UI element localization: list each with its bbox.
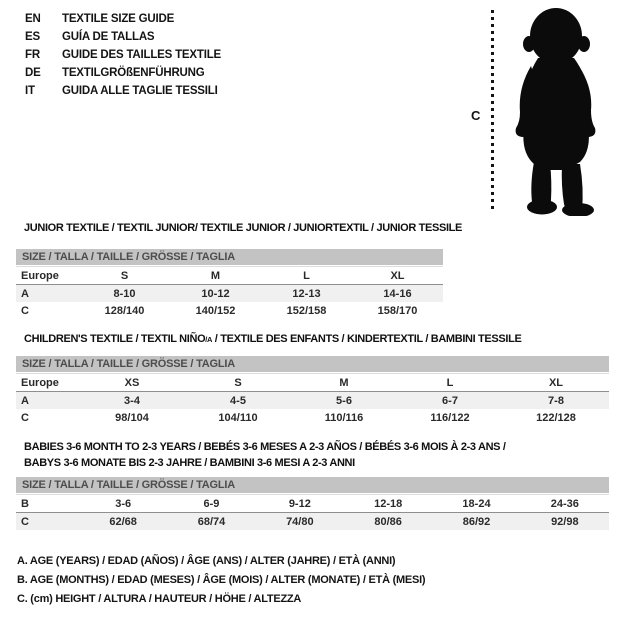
size-cell: 12-18 bbox=[374, 497, 403, 510]
size-cell: 104/110 bbox=[218, 411, 258, 424]
table-size-header: SIZE / TALLA / TAILLE / GRÖSSE / TAGLIA bbox=[16, 356, 609, 372]
row-label: B bbox=[21, 497, 29, 510]
language-code: IT bbox=[25, 85, 35, 97]
title-text: CHILDREN'S TEXTILE / TEXTIL NIÑO bbox=[24, 333, 206, 345]
table-row bbox=[16, 409, 609, 426]
row-label: A bbox=[21, 394, 29, 407]
language-label: GUÍA DE TALLAS bbox=[62, 31, 155, 43]
size-cell: 152/158 bbox=[286, 304, 327, 317]
row-label: Europe bbox=[21, 376, 59, 389]
height-measure-label: C bbox=[471, 108, 481, 123]
language-list bbox=[25, 10, 221, 100]
size-cell: 92/98 bbox=[551, 515, 579, 528]
size-cell: 86/92 bbox=[462, 515, 491, 528]
table-row bbox=[16, 302, 443, 319]
size-table-babies bbox=[16, 477, 609, 530]
table-title-children bbox=[24, 333, 521, 345]
language-item bbox=[25, 10, 221, 28]
size-cell: XL bbox=[390, 269, 405, 282]
size-cell: 6-7 bbox=[442, 394, 458, 407]
size-cell: 140/152 bbox=[195, 304, 236, 317]
language-item bbox=[25, 28, 221, 46]
table-row bbox=[16, 513, 609, 530]
size-cell: 7-8 bbox=[548, 394, 564, 407]
table-body bbox=[16, 494, 609, 530]
table-body bbox=[16, 373, 609, 426]
size-cell: S bbox=[234, 376, 242, 389]
size-cell: 80/86 bbox=[374, 515, 402, 528]
size-cell: 24-36 bbox=[550, 497, 579, 510]
table-row bbox=[16, 285, 443, 302]
footnotes bbox=[17, 552, 425, 609]
title-line: BABYS 3-6 MONATE BIS 2-3 JAHRE / BAMBINI 3-6 MESI A 2-3 ANNI bbox=[24, 456, 355, 469]
language-code: ES bbox=[25, 31, 40, 43]
size-cell: 4-5 bbox=[230, 394, 246, 407]
language-item bbox=[25, 64, 221, 82]
table-row bbox=[16, 392, 609, 409]
language-code: DE bbox=[25, 67, 41, 79]
title-text: / TEXTILE DES ENFANTS / KINDERTEXTIL / BAMBINI TESSILE bbox=[212, 333, 522, 345]
size-cell: 158/170 bbox=[377, 304, 418, 317]
size-cell: 12-13 bbox=[292, 287, 321, 300]
language-item bbox=[25, 82, 221, 100]
title-line: BABIES 3-6 MONTH TO 2-3 YEARS / BEBÉS 3-6 MESES A 2-3 AÑOS / BÉBÉS 3-6 MOIS À 2-3 ANS / bbox=[24, 441, 506, 453]
size-cell: 122/128 bbox=[536, 411, 576, 424]
table-row bbox=[16, 373, 609, 392]
size-cell: XS bbox=[124, 376, 140, 389]
size-cell: 3-4 bbox=[124, 394, 140, 407]
size-cell: L bbox=[446, 376, 454, 389]
row-label: A bbox=[21, 287, 29, 300]
size-cell: 5-6 bbox=[336, 394, 352, 407]
row-label: C bbox=[21, 304, 29, 317]
size-cell: M bbox=[339, 376, 349, 389]
row-label: Europe bbox=[21, 269, 59, 282]
language-code: EN bbox=[25, 13, 41, 25]
language-label: TEXTILGRÖßENFÜHRUNG bbox=[62, 67, 205, 79]
title-subscript: /A bbox=[205, 335, 213, 344]
size-cell: 74/80 bbox=[286, 515, 314, 528]
size-cell: 68/74 bbox=[197, 515, 226, 528]
size-cell: 18-24 bbox=[462, 497, 491, 510]
table-title-junior: JUNIOR TEXTILE / TEXTIL JUNIOR/ TEXTILE JUNIOR / JUNIORTEXTIL / JUNIOR TESSILE bbox=[24, 222, 463, 234]
row-label: C bbox=[21, 515, 29, 528]
row-label: C bbox=[21, 411, 29, 424]
size-cell: 3-6 bbox=[115, 497, 132, 510]
size-cell: S bbox=[120, 269, 129, 282]
size-cell: 10-12 bbox=[201, 287, 230, 300]
table-size-header: SIZE / TALLA / TAILLE / GRÖSSE / TAGLIA bbox=[16, 477, 609, 493]
size-cell: 9-12 bbox=[288, 497, 311, 510]
table-size-header: SIZE / TALLA / TAILLE / GRÖSSE / TAGLIA bbox=[16, 249, 443, 265]
size-cell: 116/122 bbox=[430, 411, 470, 424]
language-label: TEXTILE SIZE GUIDE bbox=[62, 13, 175, 25]
footnote: A. AGE (YEARS) / EDAD (AÑOS) / ÂGE (ANS) / ALTER (JAHRE) / ETÀ (ANNI) bbox=[17, 555, 396, 567]
footnote: C. (cm) HEIGHT / ALTURA / HAUTEUR / HÖHE / ALTEZZA bbox=[17, 593, 302, 605]
size-cell: 6-9 bbox=[203, 497, 220, 510]
table-title-babies bbox=[24, 440, 506, 471]
size-cell: 98/104 bbox=[115, 411, 149, 424]
size-cell: L bbox=[303, 269, 310, 282]
toddler-silhouette-icon bbox=[498, 4, 612, 216]
size-table-junior bbox=[16, 249, 443, 319]
size-cell: XL bbox=[548, 376, 564, 389]
size-cell: 128/140 bbox=[104, 304, 145, 317]
table-body bbox=[16, 266, 443, 319]
size-table-children bbox=[16, 356, 609, 426]
size-cell: 14-16 bbox=[383, 287, 412, 300]
table-row bbox=[16, 266, 443, 285]
height-measure-line bbox=[491, 10, 494, 212]
size-cell: 8-10 bbox=[113, 287, 136, 300]
size-cell: 110/116 bbox=[324, 411, 364, 424]
language-item bbox=[25, 46, 221, 64]
language-code: FR bbox=[25, 49, 40, 61]
table-row bbox=[16, 494, 609, 513]
footnote: B. AGE (MONTHS) / EDAD (MESES) / ÂGE (MOIS) / ALTER (MONATE) / ETÀ (MESI) bbox=[17, 574, 426, 586]
language-label: GUIDA ALLE TAGLIE TESSILI bbox=[62, 85, 218, 97]
size-cell: 62/68 bbox=[109, 515, 137, 528]
size-cell: M bbox=[210, 269, 221, 282]
language-label: GUIDE DES TAILLES TEXTILE bbox=[62, 49, 221, 61]
